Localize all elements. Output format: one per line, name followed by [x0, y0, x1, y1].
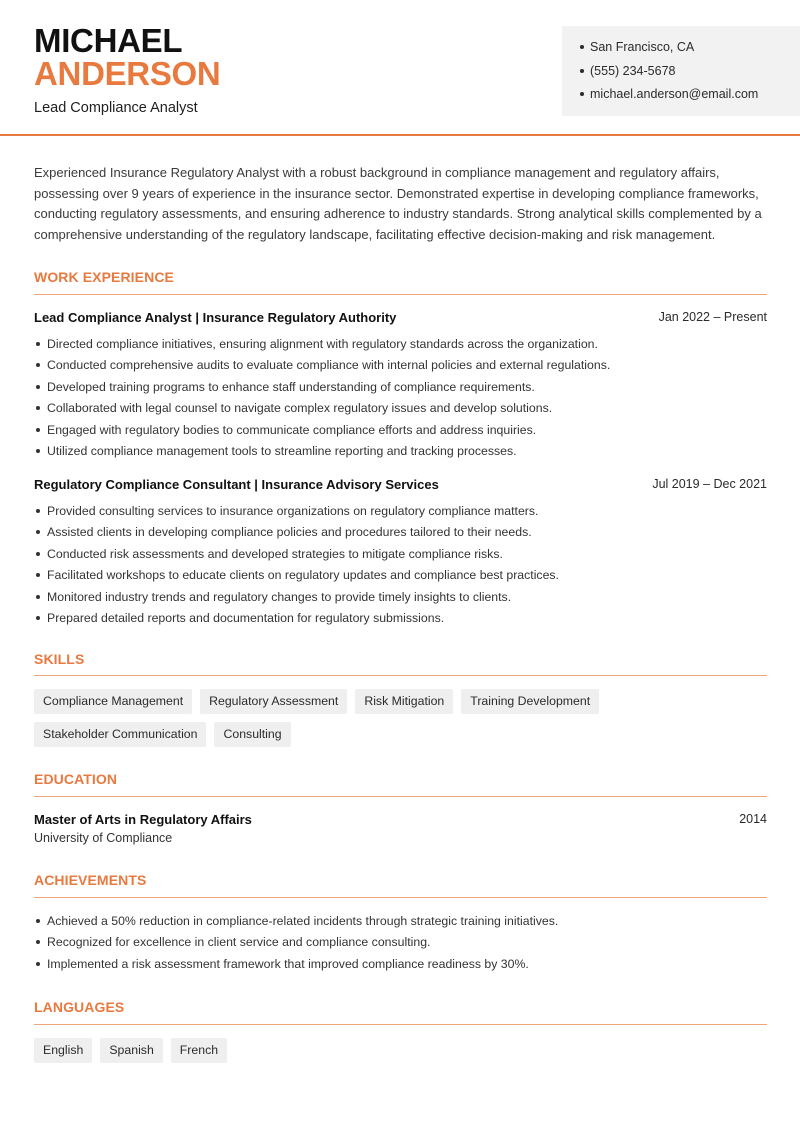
language-tags: [34, 1038, 774, 1063]
section-divider: [34, 675, 767, 676]
job-role: Lead Compliance Analyst: [34, 100, 198, 116]
skill-tag: Stakeholder Communication: [34, 722, 206, 747]
resume-header: [0, 0, 800, 136]
contact-location: San Francisco, CA: [580, 38, 800, 62]
section-divider: [34, 294, 767, 295]
list-item: Conducted risk assessments and developed strategies to mitigate compliance risks.: [34, 546, 774, 567]
section-title-skills: SKILLS: [34, 651, 85, 667]
contact-email[interactable]: michael.anderson@email.com: [580, 85, 800, 109]
job-title: Regulatory Compliance Consultant | Insurance Advisory Services: [34, 477, 439, 492]
list-item: Monitored industry trends and regulatory changes to provide timely insights to clients.: [34, 589, 774, 610]
list-item: Prepared detailed reports and documentation for regulatory submissions.: [34, 610, 774, 631]
skill-tag: Consulting: [214, 722, 290, 747]
skill-tag: Training Development: [461, 689, 599, 714]
list-item: Conducted comprehensive audits to evaluate compliance with internal policies and external regulations.: [34, 357, 774, 378]
achievement-bullets: [34, 913, 774, 977]
job-title: Lead Compliance Analyst | Insurance Regulatory Authority: [34, 310, 397, 325]
candidate-name: [34, 24, 220, 90]
skill-tag: Regulatory Assessment: [200, 689, 347, 714]
contact-phone: (555) 234-5678: [580, 62, 800, 86]
language-tag: French: [171, 1038, 227, 1063]
list-item: Utilized compliance management tools to streamline reporting and tracking processes.: [34, 443, 774, 464]
job-bullets: [34, 336, 774, 464]
list-item: Engaged with regulatory bodies to communicate compliance efforts and address inquiries.: [34, 422, 774, 443]
job-bullets: [34, 503, 774, 631]
degree-title: Master of Arts in Regulatory Affairs: [34, 812, 252, 827]
section-divider: [34, 1024, 767, 1025]
section-title-languages: LANGUAGES: [34, 999, 125, 1015]
language-tag: English: [34, 1038, 92, 1063]
list-item: Collaborated with legal counsel to navigate complex regulatory issues and develop solutions.: [34, 400, 774, 421]
section-title-achievements: ACHIEVEMENTS: [34, 872, 147, 888]
section-divider: [34, 796, 767, 797]
language-tag: Spanish: [100, 1038, 162, 1063]
list-item: Developed training programs to enhance staff understanding of compliance requirements.: [34, 379, 774, 400]
list-item: Achieved a 50% reduction in compliance-related incidents through strategic training initiatives.: [34, 913, 774, 934]
list-item: Assisted clients in developing compliance policies and procedures tailored to their needs.: [34, 524, 774, 545]
list-item: Facilitated workshops to educate clients on regulatory updates and compliance best practices.: [34, 567, 774, 588]
first-name: MICHAEL: [34, 22, 183, 59]
education-year: 2014: [739, 812, 767, 826]
list-item: Directed compliance initiatives, ensuring alignment with regulatory standards across the organization.: [34, 336, 774, 357]
school-name: University of Compliance: [34, 831, 173, 845]
skill-tag: Risk Mitigation: [355, 689, 453, 714]
skill-tag: Compliance Management: [34, 689, 192, 714]
list-item: Implemented a risk assessment framework that improved compliance readiness by 30%.: [34, 956, 774, 977]
contact-box: [562, 26, 800, 116]
skills-tags: [34, 689, 774, 747]
list-item: Recognized for excellence in client service and compliance consulting.: [34, 934, 774, 955]
last-name: ANDERSON: [34, 55, 221, 92]
summary-paragraph: Experienced Insurance Regulatory Analyst with a robust background in compliance management and regulatory affairs, possessing over 9 years of experience in the insurance sector. Demonstrated expertise in developing compliance frameworks, conducting regulatory assessments, and ensuring adherence to industry standards. Strong analytical skills complemented by a comprehensive understanding of the regulatory landscape, facilitating effective decision-making and risk management.: [34, 165, 762, 243]
job-dates: Jan 2022 – Present: [658, 310, 767, 324]
section-title-work: WORK EXPERIENCE: [34, 269, 174, 285]
section-divider: [34, 897, 767, 898]
list-item: Provided consulting services to insurance organizations on regulatory compliance matters.: [34, 503, 774, 524]
job-dates: Jul 2019 – Dec 2021: [652, 477, 767, 491]
section-title-education: EDUCATION: [34, 771, 118, 787]
